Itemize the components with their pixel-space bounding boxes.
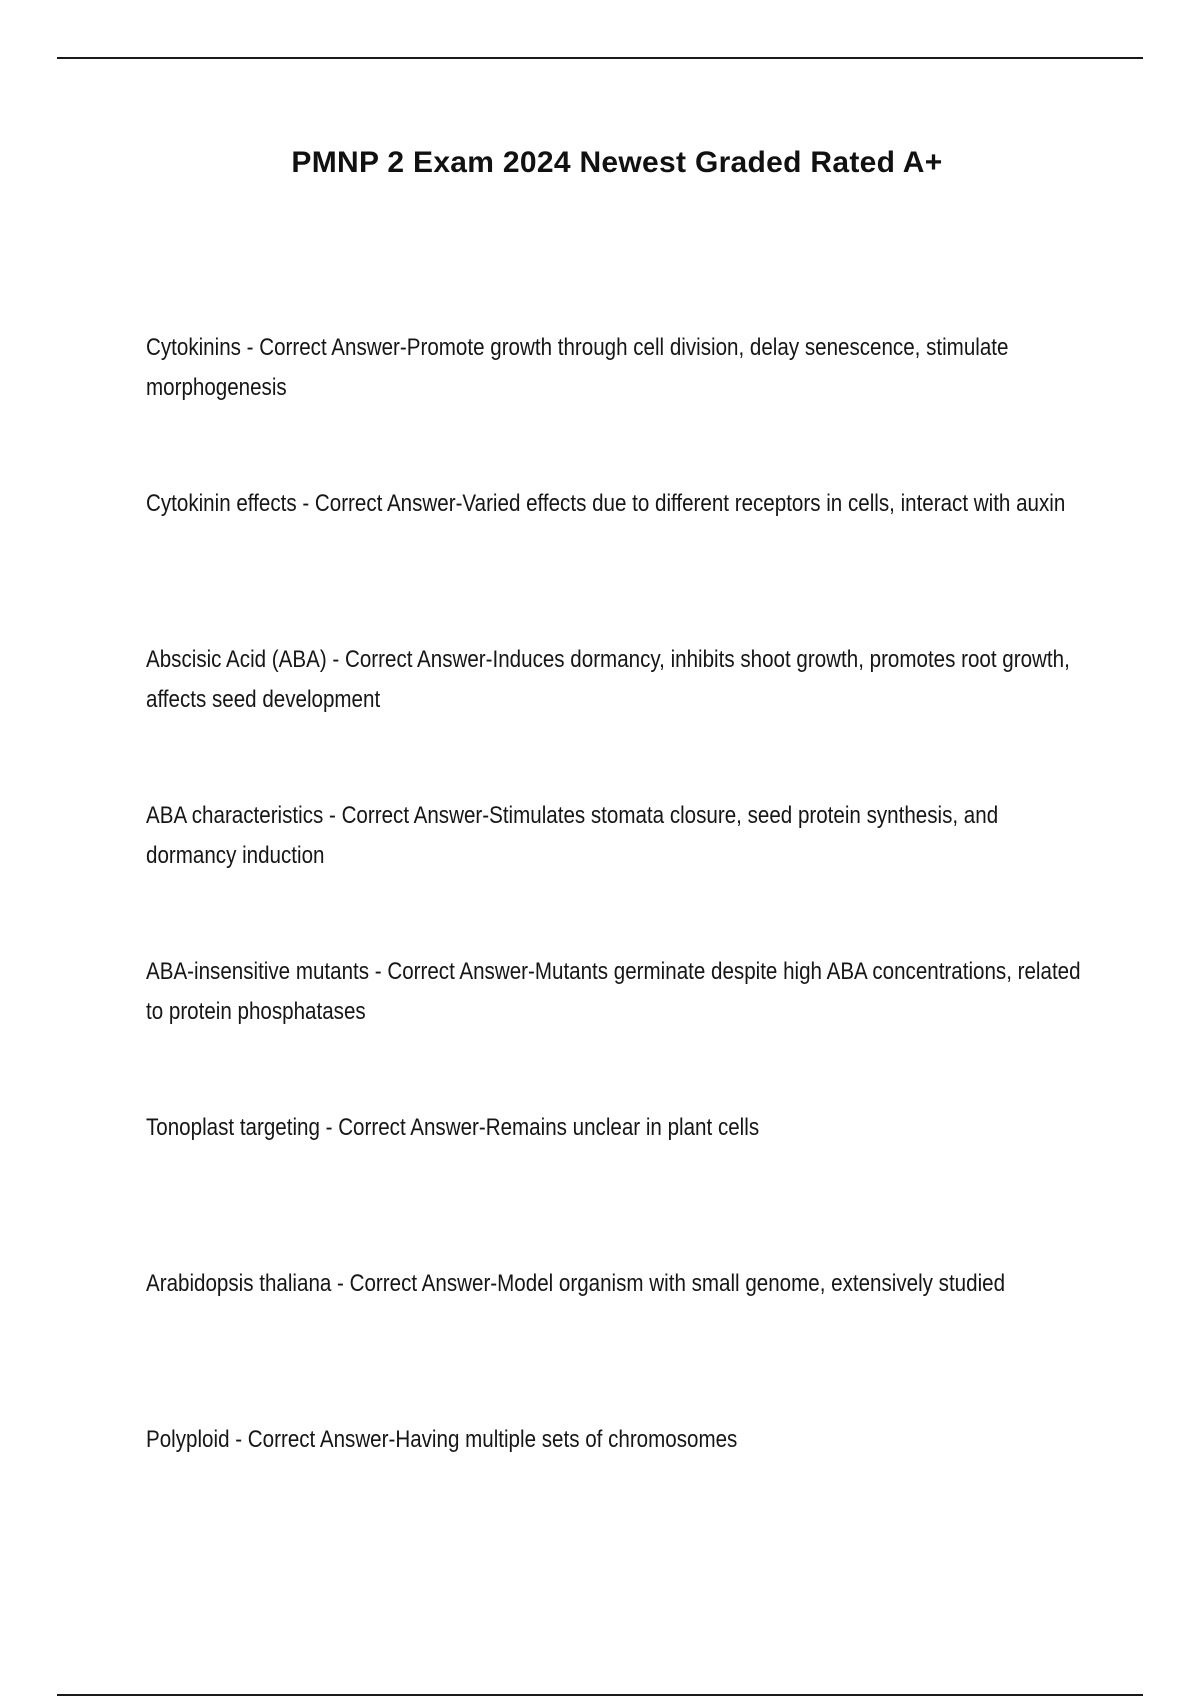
- flashcard-entry: Tonoplast targeting - Correct Answer-Remains unclear in plant cells: [146, 1114, 760, 1141]
- top-rule: [57, 57, 1143, 59]
- flashcard-list: [146, 328, 1086, 1480]
- flashcard-entry: Polyploid - Correct Answer-Having multiple sets of chromosomes: [146, 1426, 738, 1453]
- flashcard-entry: Abscisic Acid (ABA) - Correct Answer-Induces dormancy, inhibits shoot growth, promotes root growth, affects seed development: [146, 646, 1070, 713]
- flashcard-entry: Cytokinin effects - Correct Answer-Varied effects due to different receptors in cells, interact with auxin: [146, 490, 1066, 517]
- flashcard-entry: ABA characteristics - Correct Answer-Stimulates stomata closure, seed protein synthesis, and dormancy induction: [146, 802, 999, 869]
- document-title: PMNP 2 Exam 2024 Newest Graded Rated A+: [291, 146, 943, 179]
- flashcard-entry: ABA-insensitive mutants - Correct Answer-Mutants germinate despite high ABA concentrations, related to protein phosphatases: [146, 958, 1081, 1025]
- flashcard-entry: Arabidopsis thaliana - Correct Answer-Model organism with small genome, extensively studied: [146, 1270, 1006, 1297]
- bottom-rule: [57, 1694, 1143, 1696]
- flashcard-entry: Cytokinins - Correct Answer-Promote growth through cell division, delay senescence, stimulate morphogenesis: [146, 334, 1009, 401]
